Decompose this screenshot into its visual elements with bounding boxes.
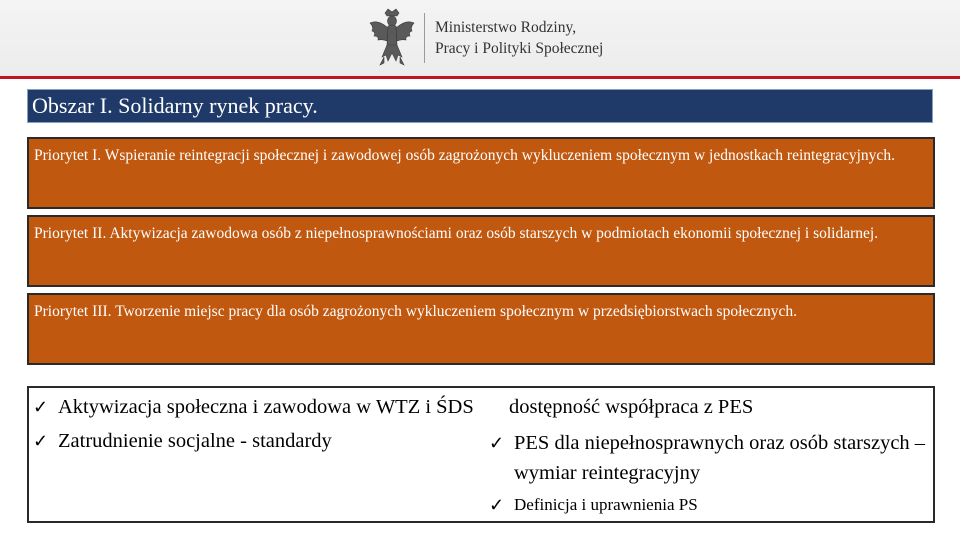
logo-divider	[424, 13, 425, 63]
ministry-logo	[366, 7, 603, 69]
section-title: Obszar I. Solidarny rynek pracy.	[27, 89, 933, 123]
priority-box-2: Priorytet II. Aktywizacja zawodowa osób z niepełnosprawnościami oraz osób starszych w podmiotach ekonomii społecznej i solidarnej.	[27, 215, 935, 287]
ministry-name-line-2: Pracy i Polityki Społecznej	[435, 40, 604, 57]
priority-box-3: Priorytet III. Tworzenie miejsc pracy dla osób zagrożonych wykluczeniem społecznym w przedsiębiorstwach społecznych.	[27, 293, 935, 365]
list-item-text: Zatrudnienie socjalne - standardy	[58, 430, 332, 452]
ministry-name	[435, 17, 603, 59]
summary-left-column	[33, 392, 493, 456]
white-eagle-emblem-icon	[366, 7, 418, 69]
header-accent-line	[0, 76, 960, 79]
header-bar	[0, 0, 960, 76]
priority-box-1: Priorytet I. Wspieranie reintegracji społecznej i zawodowej osób zagrożonych wykluczeniem społecznym w jednostkach reintegracyjnych.	[27, 137, 935, 209]
list-item-text: Aktywizacja społeczna i zawodowa w WTZ i ŚDS	[58, 396, 474, 418]
checkmark-icon: ✓	[33, 397, 49, 417]
list-item	[33, 392, 493, 422]
summary-right-column	[489, 392, 929, 519]
list-item	[33, 426, 493, 456]
ministry-name-line-1: Ministerstwo Rodziny,	[435, 19, 577, 36]
list-item	[489, 491, 929, 519]
checkmark-icon: ✓	[33, 431, 49, 451]
list-item-text: Definicja i uprawnienia PS	[514, 495, 698, 514]
list-item-text: PES dla niepełnosprawnych oraz osób starszych – wymiar reintegracyjny	[514, 432, 926, 484]
summary-box	[27, 386, 935, 523]
checkmark-icon: ✓	[489, 495, 505, 515]
list-item-text: dostępność współpraca z PES	[509, 396, 754, 418]
list-item-plain	[489, 392, 929, 422]
list-item	[489, 428, 929, 488]
checkmark-icon: ✓	[489, 433, 505, 453]
